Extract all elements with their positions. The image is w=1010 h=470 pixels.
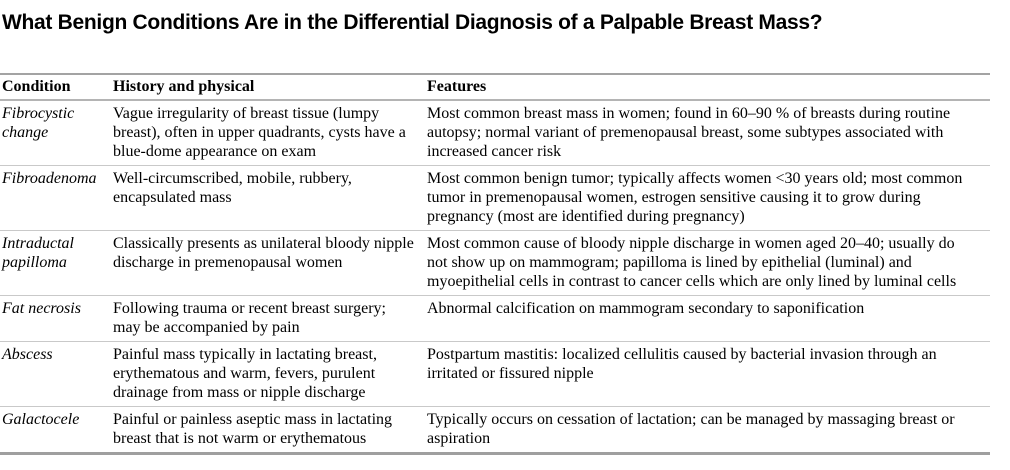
condition-cell: Fibroadenoma: [0, 166, 113, 231]
table-row: [0, 100, 990, 166]
history-cell: Classically presents as unilateral bloody nipple discharge in premenopausal women: [113, 231, 427, 296]
features-cell: Most common benign tumor; typically affects women <30 years old; most common tumor in premenopausal women, estrogen sensitive causing it to grow during pregnancy (most are identified during pregnancy): [427, 166, 990, 231]
condition-cell: Fibrocystic change: [0, 100, 113, 166]
history-cell: Vague irregularity of breast tissue (lumpy breast), often in upper quadrants, cysts have a blue-dome appearance on exam: [113, 100, 427, 166]
condition-cell: Intraductal papilloma: [0, 231, 113, 296]
table-row: [0, 166, 990, 231]
table-row: [0, 342, 990, 407]
table-row: [0, 407, 990, 454]
condition-cell: Galactocele: [0, 407, 113, 454]
table-header: [0, 74, 990, 100]
column-header-condition: Condition: [0, 74, 113, 100]
page-title: What Benign Conditions Are in the Differential Diagnosis of a Palpable Breast Mass?: [2, 11, 823, 34]
history-cell: Painful mass typically in lactating breast, erythematous and warm, fevers, purulent drainage from mass or nipple discharge: [113, 342, 427, 407]
document-page: [0, 10, 1010, 455]
features-cell: Most common cause of bloody nipple discharge in women aged 20–40; usually do not show up on mammogram; papilloma is lined by epithelial (luminal) and myoepithelial cells in contrast to cancer cells which are only lined by luminal cells: [427, 231, 990, 296]
column-header-history: History and physical: [113, 74, 427, 100]
header-row: [0, 74, 990, 100]
condition-cell: Abscess: [0, 342, 113, 407]
features-cell: Most common breast mass in women; found in 60–90 % of breasts during routine autopsy; normal variant of premenopausal breast, some subtypes associated with increased cancer risk: [427, 100, 990, 166]
column-header-features: Features: [427, 74, 990, 100]
table-row: [0, 231, 990, 296]
differential-diagnosis-table: [0, 73, 990, 455]
history-cell: Following trauma or recent breast surgery; may be accompanied by pain: [113, 296, 427, 342]
history-cell: Well-circumscribed, mobile, rubbery, encapsulated mass: [113, 166, 427, 231]
features-cell: Typically occurs on cessation of lactation; can be managed by massaging breast or aspiration: [427, 407, 990, 454]
history-cell: Painful or painless aseptic mass in lactating breast that is not warm or erythematous: [113, 407, 427, 454]
features-cell: Postpartum mastitis: localized cellulitis caused by bacterial invasion through an irritated or fissured nipple: [427, 342, 990, 407]
condition-cell: Fat necrosis: [0, 296, 113, 342]
features-cell: Abnormal calcification on mammogram secondary to saponification: [427, 296, 990, 342]
table-row: [0, 296, 990, 342]
table-body: [0, 100, 990, 454]
